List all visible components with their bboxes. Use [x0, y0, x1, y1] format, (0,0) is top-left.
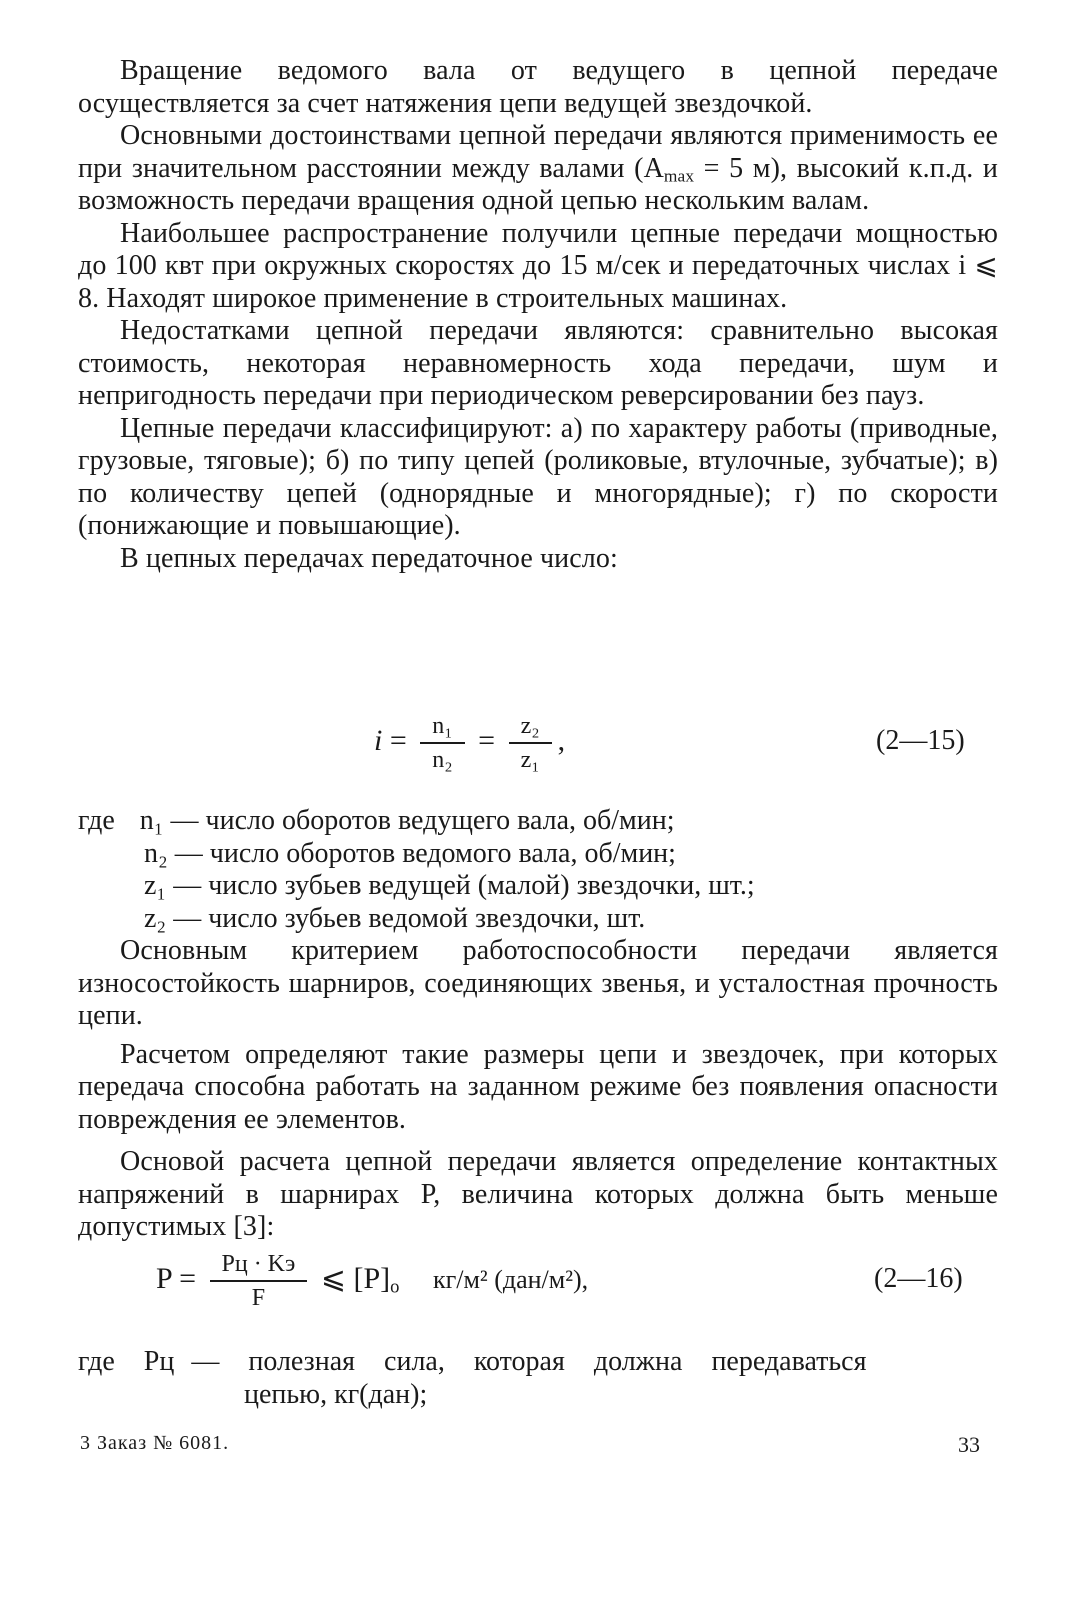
formula-2-units: кг/м² (дан/м²),	[432, 1264, 589, 1294]
fraction-n1-n2	[420, 712, 464, 774]
formula-1-lhs: i	[374, 723, 383, 757]
formula-2-16	[156, 1250, 588, 1312]
where-2-symbol: Pц	[143, 1346, 175, 1377]
paragraph-5: Цепные передачи классифицируют: а) по характеру работы (приводные, грузовые, тяговые); б) по типу цепей (роликовые, втулочные, зубчатые); в) по количеству цепей (однорядные и многорядные); г) по скорости (понижающие и повышающие).	[78, 412, 998, 541]
paragraph-1: Вращение ведомого вала от ведущего в цепной передаче осуществляется за счет натяжения цепи ведущей звездочкой.	[78, 55, 998, 119]
formula-2-lhs: P	[156, 1261, 172, 1295]
where-2-row-1	[78, 1346, 998, 1379]
formula-1-comma: ,	[557, 723, 566, 757]
fraction-force-area	[210, 1250, 308, 1312]
where-2-line-1: — полезная сила, которая должна передаваться	[191, 1346, 867, 1377]
formula-2-relation: ⩽ [P]	[320, 1261, 391, 1295]
where-1-item-4: z₂ — число зубьев ведомой звездочки, шт.	[144, 902, 646, 934]
paragraph-8: Расчетом определяют такие размеры цепи и звездочек, при которых передача способна работать на заданном режиме без появления опасности повреждения ее элементов.	[78, 1038, 998, 1135]
paragraph-2	[78, 120, 998, 218]
fraction-denominator-z1: z₁	[520, 747, 540, 773]
formula-2-relation-subscript: o	[390, 1276, 400, 1298]
where-1-lead: где	[78, 805, 115, 836]
formula-1-equals-b: =	[478, 723, 496, 757]
paragraph-9: Основой расчета цепной передачи является определение контактных напряжений в шарнирах P, величина которых должна быть меньше допустимых [3]:	[78, 1146, 998, 1242]
paragraph-6: В цепных передачах передаточное число:	[120, 542, 618, 574]
fraction-numerator-z2: z₂	[509, 712, 552, 744]
where-1-item-3: z₁ — число зубьев ведущей (малой) звездочки, шт.;	[144, 870, 755, 901]
where-block-2	[78, 1346, 998, 1411]
fraction-z2-z1	[509, 712, 552, 774]
fraction-denominator-area: F	[251, 1285, 266, 1311]
body-text-upper	[78, 55, 998, 575]
where-1-item-1: n₁ — число оборотов ведущего вала, об/мин;	[139, 805, 675, 836]
fraction-denominator-n2: n₂	[432, 747, 453, 773]
paragraph-7: Основным критерием работоспособности передачи является износостойкость шарниров, соединяющих звенья, и усталостная прочность цепи.	[78, 935, 998, 1031]
paragraph-2-part-b: = 5 м), высокий к.п.д. и возможность передачи вращения одной цепью нескольким валам.	[78, 152, 999, 216]
where-2-line-2: цепью, кг(дан);	[244, 1378, 428, 1410]
where-2-lead: где	[78, 1346, 115, 1377]
fraction-numerator-n1: n₁	[420, 712, 464, 744]
fraction-numerator-force: Pц · Kэ	[210, 1250, 308, 1282]
print-order-note: 3 Заказ № 6081.	[80, 1432, 230, 1454]
body-text-middle	[78, 935, 998, 1244]
equation-number-2-15: (2—15)	[876, 725, 965, 756]
page-number: 33	[958, 1432, 980, 1457]
subscript-max: max	[663, 165, 695, 185]
where-1-item-2: n₂ — число оборотов ведомого вала, об/мин;	[144, 837, 676, 869]
where-1-row-1	[78, 805, 998, 838]
paragraph-4: Недостатками цепной передачи являются: сравнительно высокая стоимость, некоторая неравномерность хода передачи, шум и непригодность передачи при периодическом реверсировании без пауз.	[78, 315, 998, 411]
equation-number-2-16: (2—16)	[874, 1263, 963, 1294]
formula-2-equals: =	[179, 1261, 196, 1295]
formula-1-equals-a: =	[389, 723, 407, 757]
paragraph-2-part-a: Основными достоинствами цепной передачи являются применимость ее при значительном расстоянии между валами (A	[78, 120, 998, 184]
where-block-1	[78, 805, 998, 935]
formula-2-15	[374, 712, 565, 774]
paragraph-3: Наибольшее распространение получили цепные передачи мощностью до 100 квт при окружных скоростях до 15 м/сек и передаточных числах i ⩽ 8. Находят широкое применение в строительных машинах.	[78, 217, 998, 314]
